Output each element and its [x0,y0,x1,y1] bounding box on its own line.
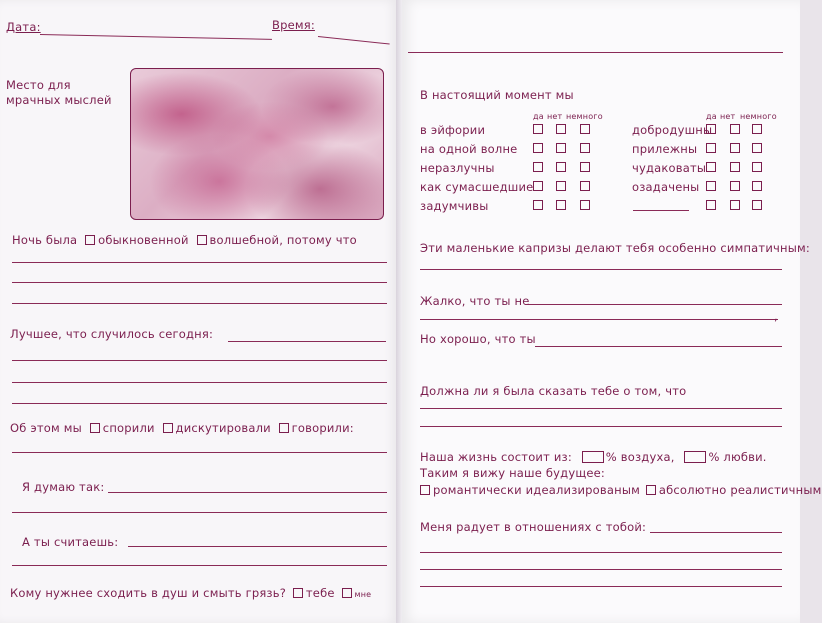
i-think-label: Я думаю так: [22,480,105,494]
shower-you-label: тебе [305,586,335,600]
should-have-line-2[interactable] [420,426,782,427]
night-magic-checkbox[interactable] [197,235,207,245]
night-was-row [12,233,357,247]
puzzled-no-checkbox[interactable] [730,181,740,191]
diligent-no-checkbox[interactable] [730,143,740,153]
custom-no-checkbox[interactable] [730,200,740,210]
best-today-line-2[interactable] [12,382,387,383]
best-today-line-3[interactable] [12,403,387,404]
future-realistic-checkbox[interactable] [646,485,656,495]
pleases-line-3[interactable] [420,586,782,587]
header-line[interactable] [408,52,783,53]
night-ordinary-checkbox[interactable] [85,235,95,245]
best-today-label: Лучшее, что случилось сегодня: [10,327,214,341]
whims-label: Эти маленькие капризы делают тебя особенно симпатичным: [420,241,810,255]
custom-yes-checkbox[interactable] [706,200,716,210]
about-line-1[interactable] [12,452,387,453]
inseparable-yes-checkbox[interactable] [533,162,543,172]
love-percent-field[interactable] [684,451,706,463]
discussed-checkbox[interactable] [163,423,173,433]
good-inline-line[interactable] [535,346,782,347]
kind-yes-checkbox[interactable] [706,124,716,134]
state-diligent-label: прилежны [632,142,698,156]
life-prefix: Наша жизнь состоит из: [420,450,572,464]
i-think-line-1[interactable] [12,512,387,513]
state-inseparable-label: неразлучны [420,161,495,175]
shower-you-checkbox[interactable] [293,588,303,598]
crazy-some-checkbox[interactable] [580,181,590,191]
future-options-row [420,483,822,497]
thoughtful-no-checkbox[interactable] [556,200,566,210]
pity-line-1[interactable] [420,319,778,320]
col-no-left: нет [547,112,563,121]
date-label: Дата: [6,20,41,34]
future-label: Таким я вижу наше будущее: [420,466,605,480]
book-spine [396,0,402,623]
diligent-yes-checkbox[interactable] [706,143,716,153]
night-magic-label: волшебной, потому что [209,233,357,247]
talked-checkbox[interactable] [279,423,289,433]
air-label: % воздуха, [605,450,675,464]
time-label: Время: [272,18,315,32]
shower-me-checkbox[interactable] [342,588,352,598]
pleases-inline-line[interactable] [650,532,782,533]
future-realistic-label: абсолютно реалистичным [658,483,822,497]
pity-comma: , [774,309,778,323]
night-line-3[interactable] [12,303,387,304]
col-some-right: немного [740,112,777,121]
state-same-wave-label: на одной волне [420,142,518,156]
moment-heading: В настоящий момент мы [420,88,574,102]
you-think-label: А ты считаешь: [22,535,119,549]
diligent-some-checkbox[interactable] [752,143,762,153]
pity-label: Жалко, что ты не [420,294,530,308]
best-today-inline-line[interactable] [228,341,386,342]
good-label: Но хорошо, что ты [420,332,536,346]
crazy-no-checkbox[interactable] [556,181,566,191]
discussed-label: дискутировали [175,421,271,435]
air-percent-field[interactable] [582,451,604,463]
night-line-2[interactable] [12,282,387,283]
col-some-left: немного [566,112,603,121]
thoughtful-yes-checkbox[interactable] [533,200,543,210]
kind-some-checkbox[interactable] [752,124,762,134]
dark-thoughts-label-2: мрачных мыслей [6,93,112,107]
custom-some-checkbox[interactable] [752,200,762,210]
crazy-yes-checkbox[interactable] [533,181,543,191]
you-think-inline-line[interactable] [128,546,387,547]
inseparable-no-checkbox[interactable] [556,162,566,172]
dark-thoughts-drawing-area[interactable] [130,68,384,220]
state-puzzled-label: озадачены [632,180,700,194]
same-wave-some-checkbox[interactable] [580,143,590,153]
best-today-line-1[interactable] [12,360,387,361]
night-was-prefix: Ночь была [12,233,78,247]
should-have-line-1[interactable] [420,408,782,409]
talked-label: говорили: [291,421,354,435]
night-line-1[interactable] [12,262,387,263]
you-think-line-1[interactable] [12,565,387,566]
i-think-inline-line[interactable] [108,492,387,493]
euphoria-some-checkbox[interactable] [580,124,590,134]
argued-checkbox[interactable] [90,423,100,433]
col-no-right: нет [720,112,736,121]
whims-line-1[interactable] [420,269,782,270]
quirky-some-checkbox[interactable] [752,162,762,172]
same-wave-yes-checkbox[interactable] [533,143,543,153]
quirky-yes-checkbox[interactable] [706,162,716,172]
should-have-label: Должна ли я была сказать тебе о том, что [420,384,687,398]
state-kind-label: добродушны [632,123,713,137]
future-romantic-checkbox[interactable] [420,485,430,495]
quirky-no-checkbox[interactable] [730,162,740,172]
shower-question: Кому нужнее сходить в душ и смыть грязь? [10,586,287,600]
puzzled-yes-checkbox[interactable] [706,181,716,191]
custom-state-line[interactable] [633,210,689,211]
pleases-label: Меня радует в отношениях с тобой: [420,520,647,534]
puzzled-some-checkbox[interactable] [752,181,762,191]
love-label: % любви. [708,450,767,464]
euphoria-no-checkbox[interactable] [556,124,566,134]
argued-label: спорили [102,421,155,435]
about-prefix: Об этом мы [10,421,82,435]
pleases-line-1[interactable] [420,552,782,553]
euphoria-yes-checkbox[interactable] [533,124,543,134]
pity-inline-line[interactable] [525,304,782,305]
thoughtful-some-checkbox[interactable] [580,200,590,210]
state-euphoria-label: в эйфории [420,123,486,137]
col-yes-left: да [533,112,544,121]
state-thoughtful-label: задумчивы [420,199,489,213]
state-crazy-label: как сумасшедшие [420,180,534,194]
shower-row [10,586,371,602]
kind-no-checkbox[interactable] [730,124,740,134]
same-wave-no-checkbox[interactable] [556,143,566,153]
col-yes-right: да [706,112,717,121]
life-consists-row [420,450,767,464]
pleases-line-2[interactable] [420,569,782,570]
shower-me-label: мне [354,590,372,599]
inseparable-some-checkbox[interactable] [580,162,590,172]
dark-thoughts-label-1: Место для [6,78,71,92]
state-quirky-label: чудаковаты [632,161,707,175]
night-ordinary-label: обыкновенной [98,233,189,247]
future-romantic-label: романтически идеализированым [433,483,641,497]
about-this-row [10,421,354,435]
